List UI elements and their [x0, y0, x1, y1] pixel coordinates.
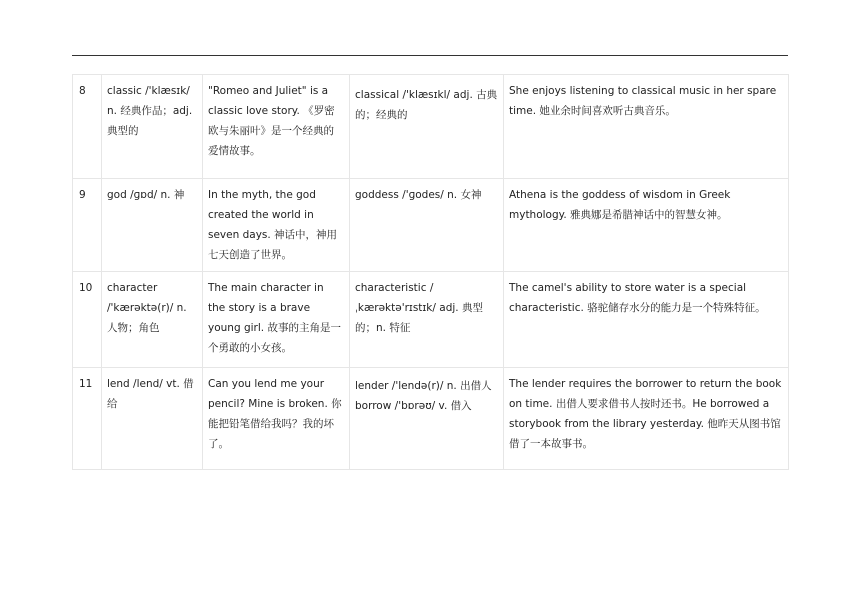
example-sentence: The main character in the story is a brave young girl. 故事的主角是一个勇敢的小女孩。: [203, 272, 350, 368]
row-number: 10: [73, 272, 102, 368]
word-entry: classic /'klæsɪk/ n. 经典作品；adj. 典型的: [102, 75, 203, 179]
word-entry: god /ɡɒd/ n. 神: [102, 179, 203, 272]
table-row: [73, 75, 789, 179]
example-sentence: "Romeo and Juliet" is a classic love story. 《罗密欧与朱丽叶》是一个经典的爱情故事。: [203, 75, 350, 179]
derivative-example: The camel's ability to store water is a special characteristic. 骆驼储存水分的能力是一个特殊特征。: [504, 272, 789, 368]
vocabulary-table: [72, 74, 789, 470]
row-number: 9: [73, 179, 102, 272]
table-row: [73, 368, 789, 470]
table-row: [73, 179, 789, 272]
derivative-entry: lender /'lendə(r)/ n. 出借人 borrow /'bɒrəʊ/ v. 借入: [350, 368, 504, 470]
table-row: [73, 272, 789, 368]
header-rule: [72, 55, 788, 56]
derivative-entry: goddess /'ɡodes/ n. 女神: [350, 179, 504, 272]
derivative-entry: characteristic /ˌkærəktə'rɪstɪk/ adj. 典型的；n. 特征: [350, 272, 504, 368]
example-sentence: In the myth, the god created the world in seven days. 神话中，神用七天创造了世界。: [203, 179, 350, 272]
word-entry: character /'kærəktə(r)/ n. 人物；角色: [102, 272, 203, 368]
example-sentence: Can you lend me your pencil? Mine is broken. 你能把铅笔借给我吗？我的坏了。: [203, 368, 350, 470]
word-entry: lend /lend/ vt. 借给: [102, 368, 203, 470]
derivative-example: Athena is the goddess of wisdom in Greek mythology. 雅典娜是希腊神话中的智慧女神。: [504, 179, 789, 272]
derivative-entry: classical /'klæsɪkl/ adj. 古典的；经典的: [350, 75, 504, 179]
derivative-example: She enjoys listening to classical music in her spare time. 她业余时间喜欢听古典音乐。: [504, 75, 789, 179]
row-number: 8: [73, 75, 102, 179]
derivative-example: The lender requires the borrower to return the book on time. 出借人要求借书人按时还书。He borrowed a storybook from the library yesterday. 他昨天从图书馆借了一本故事书。: [504, 368, 789, 470]
row-number: 11: [73, 368, 102, 470]
